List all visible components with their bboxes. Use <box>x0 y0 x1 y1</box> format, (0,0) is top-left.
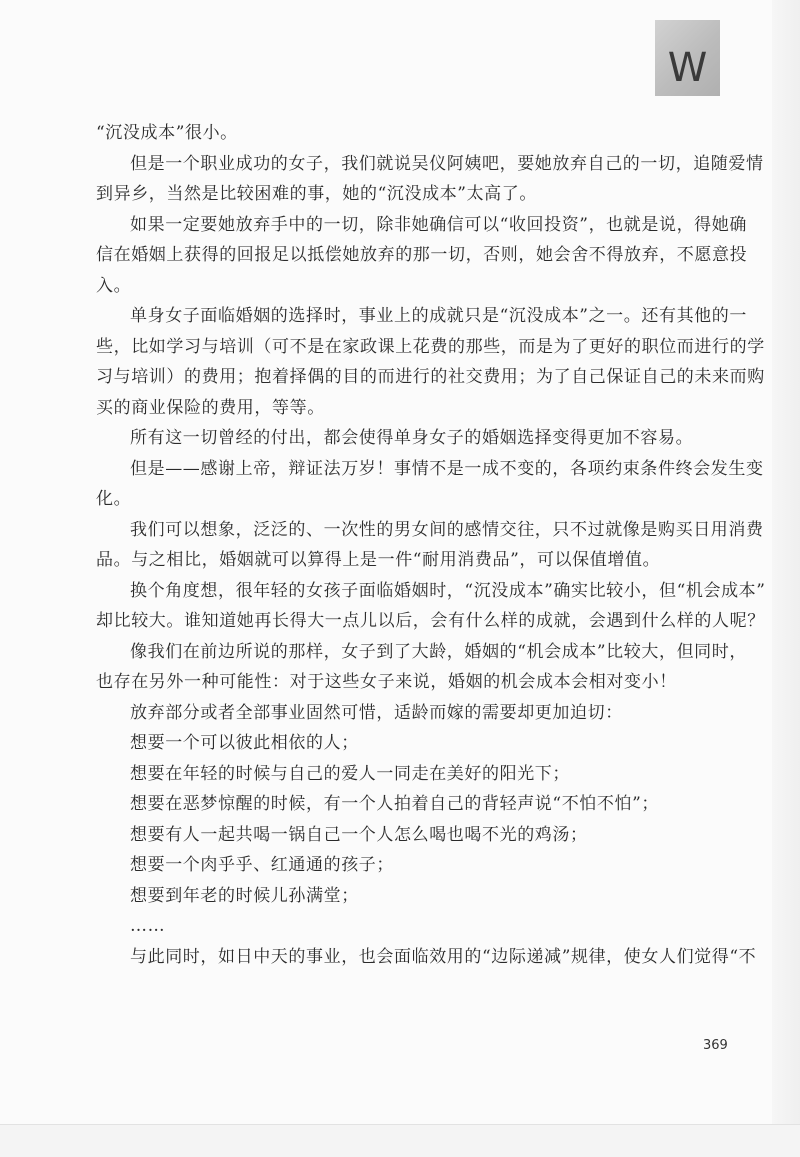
text-line: 单身女子面临婚姻的选择时，事业上的成就只是“沉没成本”之一。还有其他的一 <box>130 306 747 326</box>
text-line: 像我们在前边所说的那样，女子到了大龄，婚姻的“机会成本”比较大，但同时， <box>130 641 747 662</box>
body-text <box>96 118 766 972</box>
text-line: 想要到年老的时候儿孙满堂； <box>130 885 359 906</box>
section-tab-letter: W <box>667 45 708 91</box>
text-line: 化。 <box>96 489 132 509</box>
text-line: 但是一个职业成功的女子，我们就说吴仪阿姨吧，要她放弃自己的一切，追随爱情 <box>130 153 764 174</box>
text-line: 想要有人一起共喝一锅自己一个人怎么喝也喝不光的鸡汤； <box>130 824 588 845</box>
page-bottom-edge <box>0 1124 800 1157</box>
text-line: 些，比如学习与培训（可不是在家政课上花费的那些，而是为了更好的职位而进行的学 <box>96 336 765 357</box>
text-line: 到异乡，当然是比较困难的事，她的“沉没成本”太高了。 <box>96 184 537 204</box>
section-tab <box>655 20 720 96</box>
text-line: 买的商业保险的费用，等等。 <box>96 397 325 418</box>
text-line: 想要一个肉乎乎、红通通的孩子； <box>130 855 394 875</box>
text-line: 入。 <box>96 275 132 296</box>
text-line: 却比较大。谁知道她再长得大一点儿以后，会有什么样的成就，会遇到什么样的人呢？ <box>96 611 765 631</box>
text-line: …… <box>130 916 166 936</box>
text-line: 与此同时，如日中天的事业，也会面临效用的“边际递减”规律，使女人们觉得“不 <box>130 946 757 967</box>
text-line: 品。与之相比，婚姻就可以算得上是一件“耐用消费品”，可以保值增值。 <box>96 550 661 570</box>
text-line: 想要在年轻的时候与自己的爱人一同走在美好的阳光下； <box>130 763 570 784</box>
text-line: 但是——感谢上帝，辩证法万岁！事情不是一成不变的，各项约束条件终会发生变 <box>130 458 764 479</box>
text-line: 也存在另外一种可能性：对于这些女子来说，婚姻的机会成本会相对变小！ <box>96 672 677 692</box>
text-line: 所有这一切曾经的付出，都会使得单身女子的婚姻选择变得更加不容易。 <box>130 428 694 448</box>
text-line: 想要一个可以彼此相依的人； <box>130 733 359 753</box>
page-number: 369 <box>703 1038 728 1053</box>
text-line: 我们可以想象，泛泛的、一次性的男女间的感情交往，只不过就像是购买日用消费 <box>130 519 764 540</box>
text-line: 信在婚姻上获得的回报足以抵偿她放弃的那一切，否则，她会舍不得放弃，不愿意投 <box>96 245 748 265</box>
text-line: 放弃部分或者全部事业固然可惜，适龄而嫁的需要却更加迫切： <box>130 702 623 723</box>
text-line: 想要在恶梦惊醒的时候，有一个人拍着自己的背轻声说“不怕不怕”； <box>130 794 659 814</box>
text-line: 习与培训）的费用；抱着择偶的目的而进行的社交费用；为了自己保证自己的未来而购 <box>96 367 765 387</box>
text-line: “沉没成本”很小。 <box>96 123 238 143</box>
page-side-edge <box>772 0 800 1156</box>
text-line: 如果一定要她放弃手中的一切，除非她确信可以“收回投资”，也就是说，得她确 <box>130 214 747 235</box>
text-line: 换个角度想，很年轻的女孩子面临婚姻时，“沉没成本”确实比较小，但“机会成本” <box>130 580 766 601</box>
